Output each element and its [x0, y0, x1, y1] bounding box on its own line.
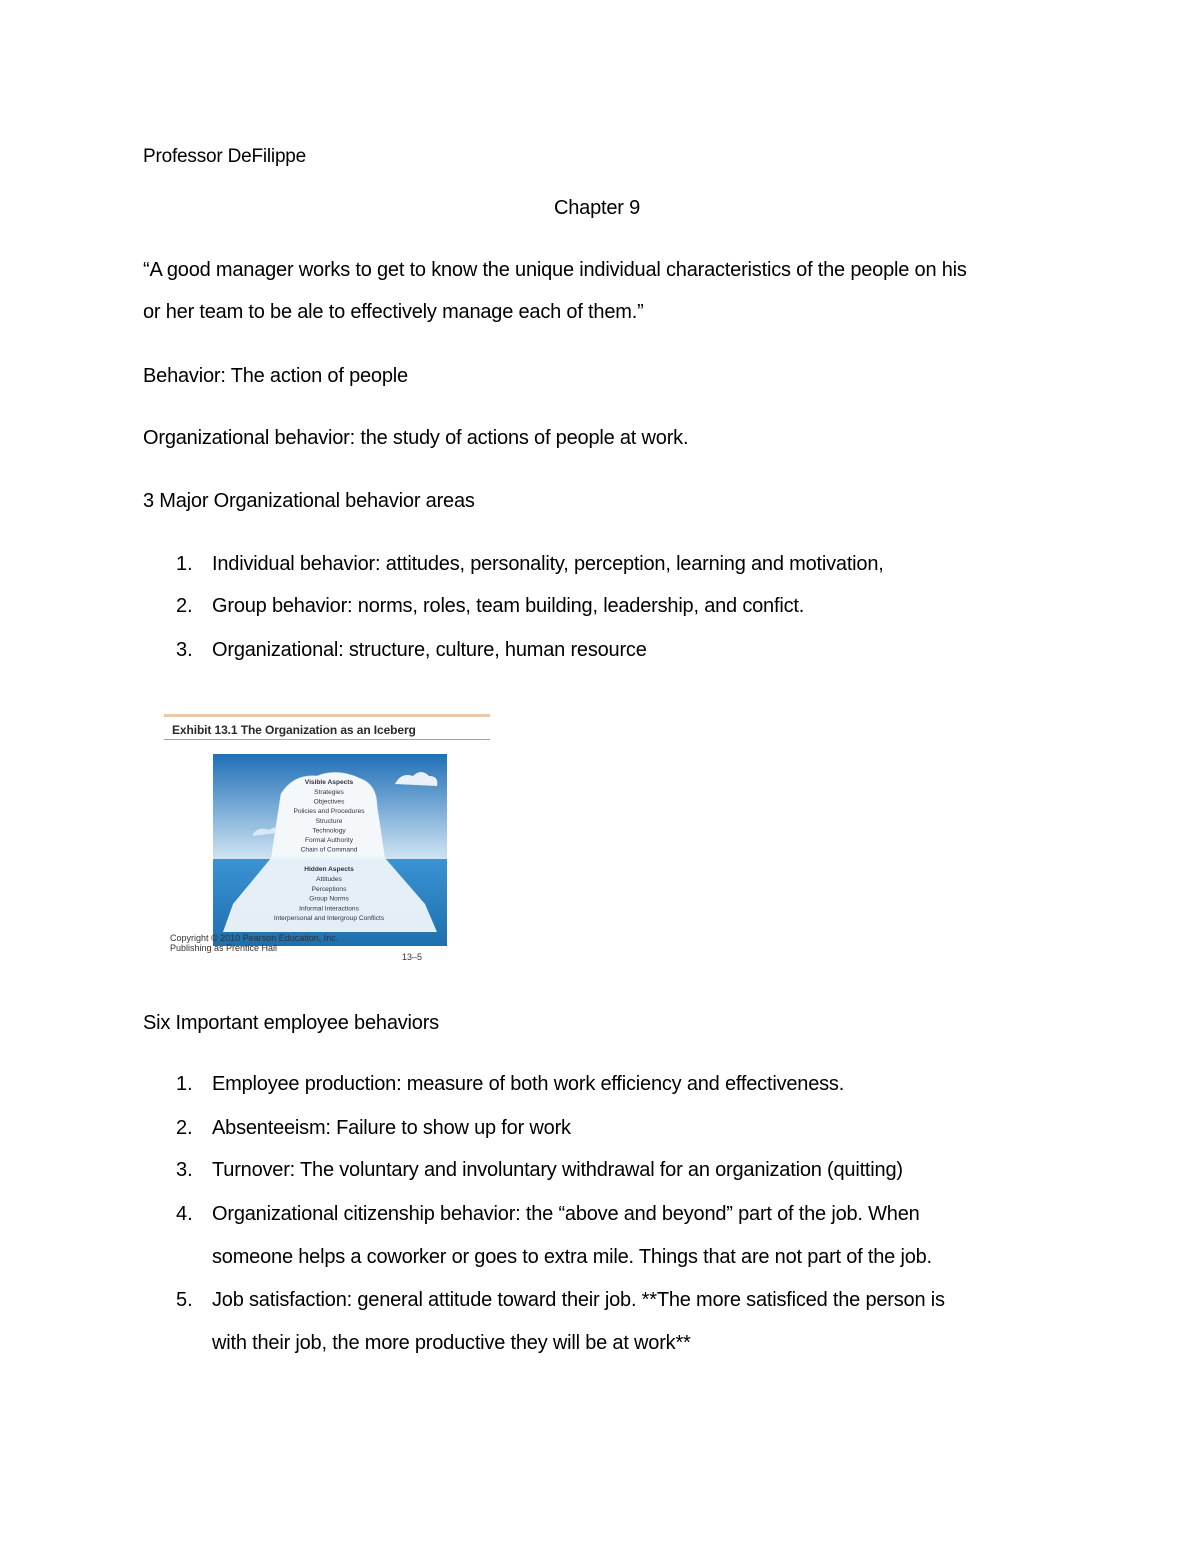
- iceberg-label: Perceptions: [311, 885, 347, 893]
- iceberg-label: Chain of Command: [300, 846, 358, 854]
- list-item-text-continued: with their job, the more productive they will be at work**: [212, 1332, 691, 1354]
- iceberg-label: Formal Authority: [304, 837, 354, 844]
- list-item-text: Individual behavior: attitudes, personality, perception, learning and motivation,: [212, 553, 884, 575]
- list-item-text: Absenteeism: Failure to show up for work: [212, 1117, 571, 1139]
- list-item-text: Organizational: structure, culture, human resource: [212, 639, 647, 661]
- hidden-heading: Hidden Aspects: [304, 866, 354, 873]
- exhibit-top-rule: [164, 714, 490, 717]
- list-number: 1.: [176, 553, 193, 575]
- list-item-text-continued: someone helps a coworker or goes to extra mile. Things that are not part of the job.: [212, 1246, 932, 1268]
- iceberg-label: Technology: [312, 827, 346, 835]
- list-number: 1.: [176, 1073, 193, 1095]
- iceberg-label: Policies and Procedures: [293, 808, 365, 816]
- list-item-text: Employee production: measure of both work efficiency and effectiveness.: [212, 1073, 845, 1095]
- copyright-line-2: Publishing as Prentice Hall: [170, 943, 278, 953]
- areas-heading: 3 Major Organizational behavior areas: [143, 490, 475, 512]
- exhibit-copyright: [170, 933, 338, 953]
- iceberg-label: Group Norms: [309, 895, 349, 903]
- list-number: 4.: [176, 1203, 193, 1225]
- iceberg-label: Structure: [315, 817, 343, 825]
- iceberg-label: Objectives: [313, 798, 345, 806]
- list-number: 3.: [176, 639, 193, 661]
- list-item-text: Organizational citizenship behavior: the “above and beyond” part of the job. When: [212, 1203, 920, 1225]
- list-item-text: Job satisfaction: general attitude toward their job. **The more satisficed the person is: [212, 1289, 945, 1311]
- list-item-text: Group behavior: norms, roles, team building, leadership, and confict.: [212, 595, 805, 617]
- behaviors-heading: Six Important employee behaviors: [143, 1012, 439, 1034]
- exhibit-title: Exhibit 13.1 The Organization as an Iceberg: [172, 723, 416, 737]
- iceberg-label: Attitudes: [316, 876, 342, 883]
- org-behavior-definition: Organizational behavior: the study of actions of people at work.: [143, 427, 689, 449]
- iceberg-label: Interpersonal and Intergroup Conflicts: [273, 915, 385, 923]
- behavior-definition: Behavior: The action of people: [143, 365, 408, 387]
- author-line: Professor DeFilippe: [143, 146, 307, 167]
- iceberg-label: Strategies: [314, 789, 344, 796]
- chapter-title: Chapter 9: [554, 197, 641, 219]
- list-number: 3.: [176, 1159, 193, 1181]
- copyright-line-1: Copyright © 2010 Pearson Education, Inc.: [170, 933, 339, 943]
- list-number: 2.: [176, 595, 193, 617]
- exhibit-page-ref: 13–5: [402, 952, 423, 962]
- quote-line-2: or her team to be ale to effectively manage each of them.”: [143, 301, 644, 323]
- exhibit-title-rule: [164, 739, 490, 740]
- list-number: 5.: [176, 1289, 193, 1311]
- iceberg-label: Informal Interactions: [299, 905, 359, 913]
- quote-line-1: “A good manager works to get to know the unique individual characteristics of the people on his: [143, 259, 967, 281]
- list-number: 2.: [176, 1117, 193, 1139]
- iceberg-exhibit: [164, 714, 492, 966]
- list-item-text: Turnover: The voluntary and involuntary withdrawal for an organization (quitting): [212, 1159, 903, 1181]
- iceberg-illustration: [213, 754, 447, 946]
- visible-heading: Visible Aspects: [304, 779, 354, 786]
